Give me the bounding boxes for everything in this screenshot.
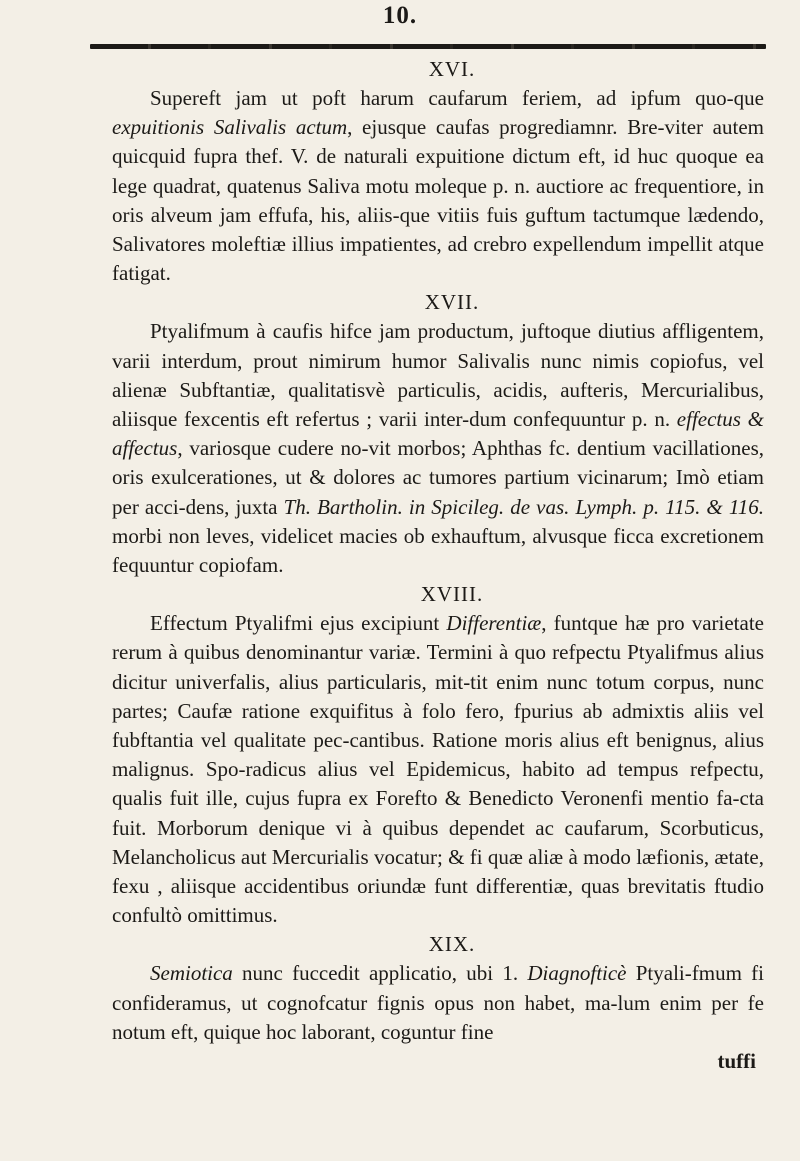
section-paragraph: Ptyalifmum à caufis hifce jam productum, juftoque diutius affligentem, varii interdum, prout nimirum humor Salivalis nunc nimis copiofus, vel alienæ Subftantiæ, qualitatisvè particulis, acidis, aufteris, Mercurialibus, aliisque fexcentis eft refertus ; varii inter-dum confequuntur p. n. effectus & affectus, variosque cudere no-vit morbos; Aphthas fc. dentium vacillationes, oris exulcerationes, ut & dolores ac tumores partium vicinarum; Imò etiam per acci-dens, juxta Th. Bartholin. in Spicileg. de vas. Lymph. p. 115. & 116. morbi non leves, videlicet macies ob exhauftum, alvusque ficca excretionem fequuntur copiofam. <box>112 319 765 578</box>
section-paragraph: Semiotica nunc fuccedit applicatio, ubi 1. Diagnofticè Ptyali-fmum fi confideramus, ut cognofcatur fignis opus non habet, ma-lum enim per fe notum eft, quique hoc laborant, coguntur fine <box>112 961 764 1044</box>
section-numeral: XVII. <box>424 290 480 315</box>
header-rule <box>90 44 766 49</box>
section-paragraph: Supereft jam ut poft harum caufarum feriem, ad ipfum quo-que expuitionis Salivalis actum, ejusque caufas progrediamnr. Bre-viter autem quicquid fupra thef. V. de naturali expuitione dictum eft, id huc quoque ea lege quadrat, quatenus Saliva motu moleque p. n. auctiore ac frequentiore, in oris alveum jam effufa, his, aliis-que vitiis fuis guftum tactumque lædendo, Salivatores moleftiæ illius impatientes, ad crebro expellendum impellit atque fatigat. <box>112 86 764 286</box>
page-number: 10. <box>382 2 418 29</box>
catchword: tuffi <box>717 1049 756 1074</box>
page-body <box>112 55 764 1076</box>
section-numeral: XVIII. <box>420 582 484 607</box>
section-paragraph: Effectum Ptyalifmi ejus excipiunt Differentiæ, funtque hæ pro varietate rerum à quibus denominantur variæ. Termini à quo refpectu Ptyalifmus alius dicitur univerfalis, alius particularis, mit-tit enim nunc totum corpus, nunc partes; Caufæ ratione exquifitus à folo fero, fpurius ab admixtis aliis vel fubftantia vel qualitate pec-cantibus. Ratione moris alius eft benignus, alius malignus. Spo-radicus alius vel Epidemicus, habito ad tempus refpectu, qualis fuit ille, cujus fupra ex Forefto & Benedicto Veronenfi mentio fa-cta fuit. Morborum denique vi à quibus dependet ac caufarum, Scorbuticus, Melancholicus aut Mercurialis vocatur; & fi quæ aliæ à modo læfionis, ætate, fexu , aliisque accidentibus oriundæ funt differentiæ, quas brevitatis ftudio confultò omittimus. <box>112 611 764 928</box>
section-numeral: XIX. <box>428 932 476 957</box>
section-numeral: XVI. <box>428 57 476 81</box>
